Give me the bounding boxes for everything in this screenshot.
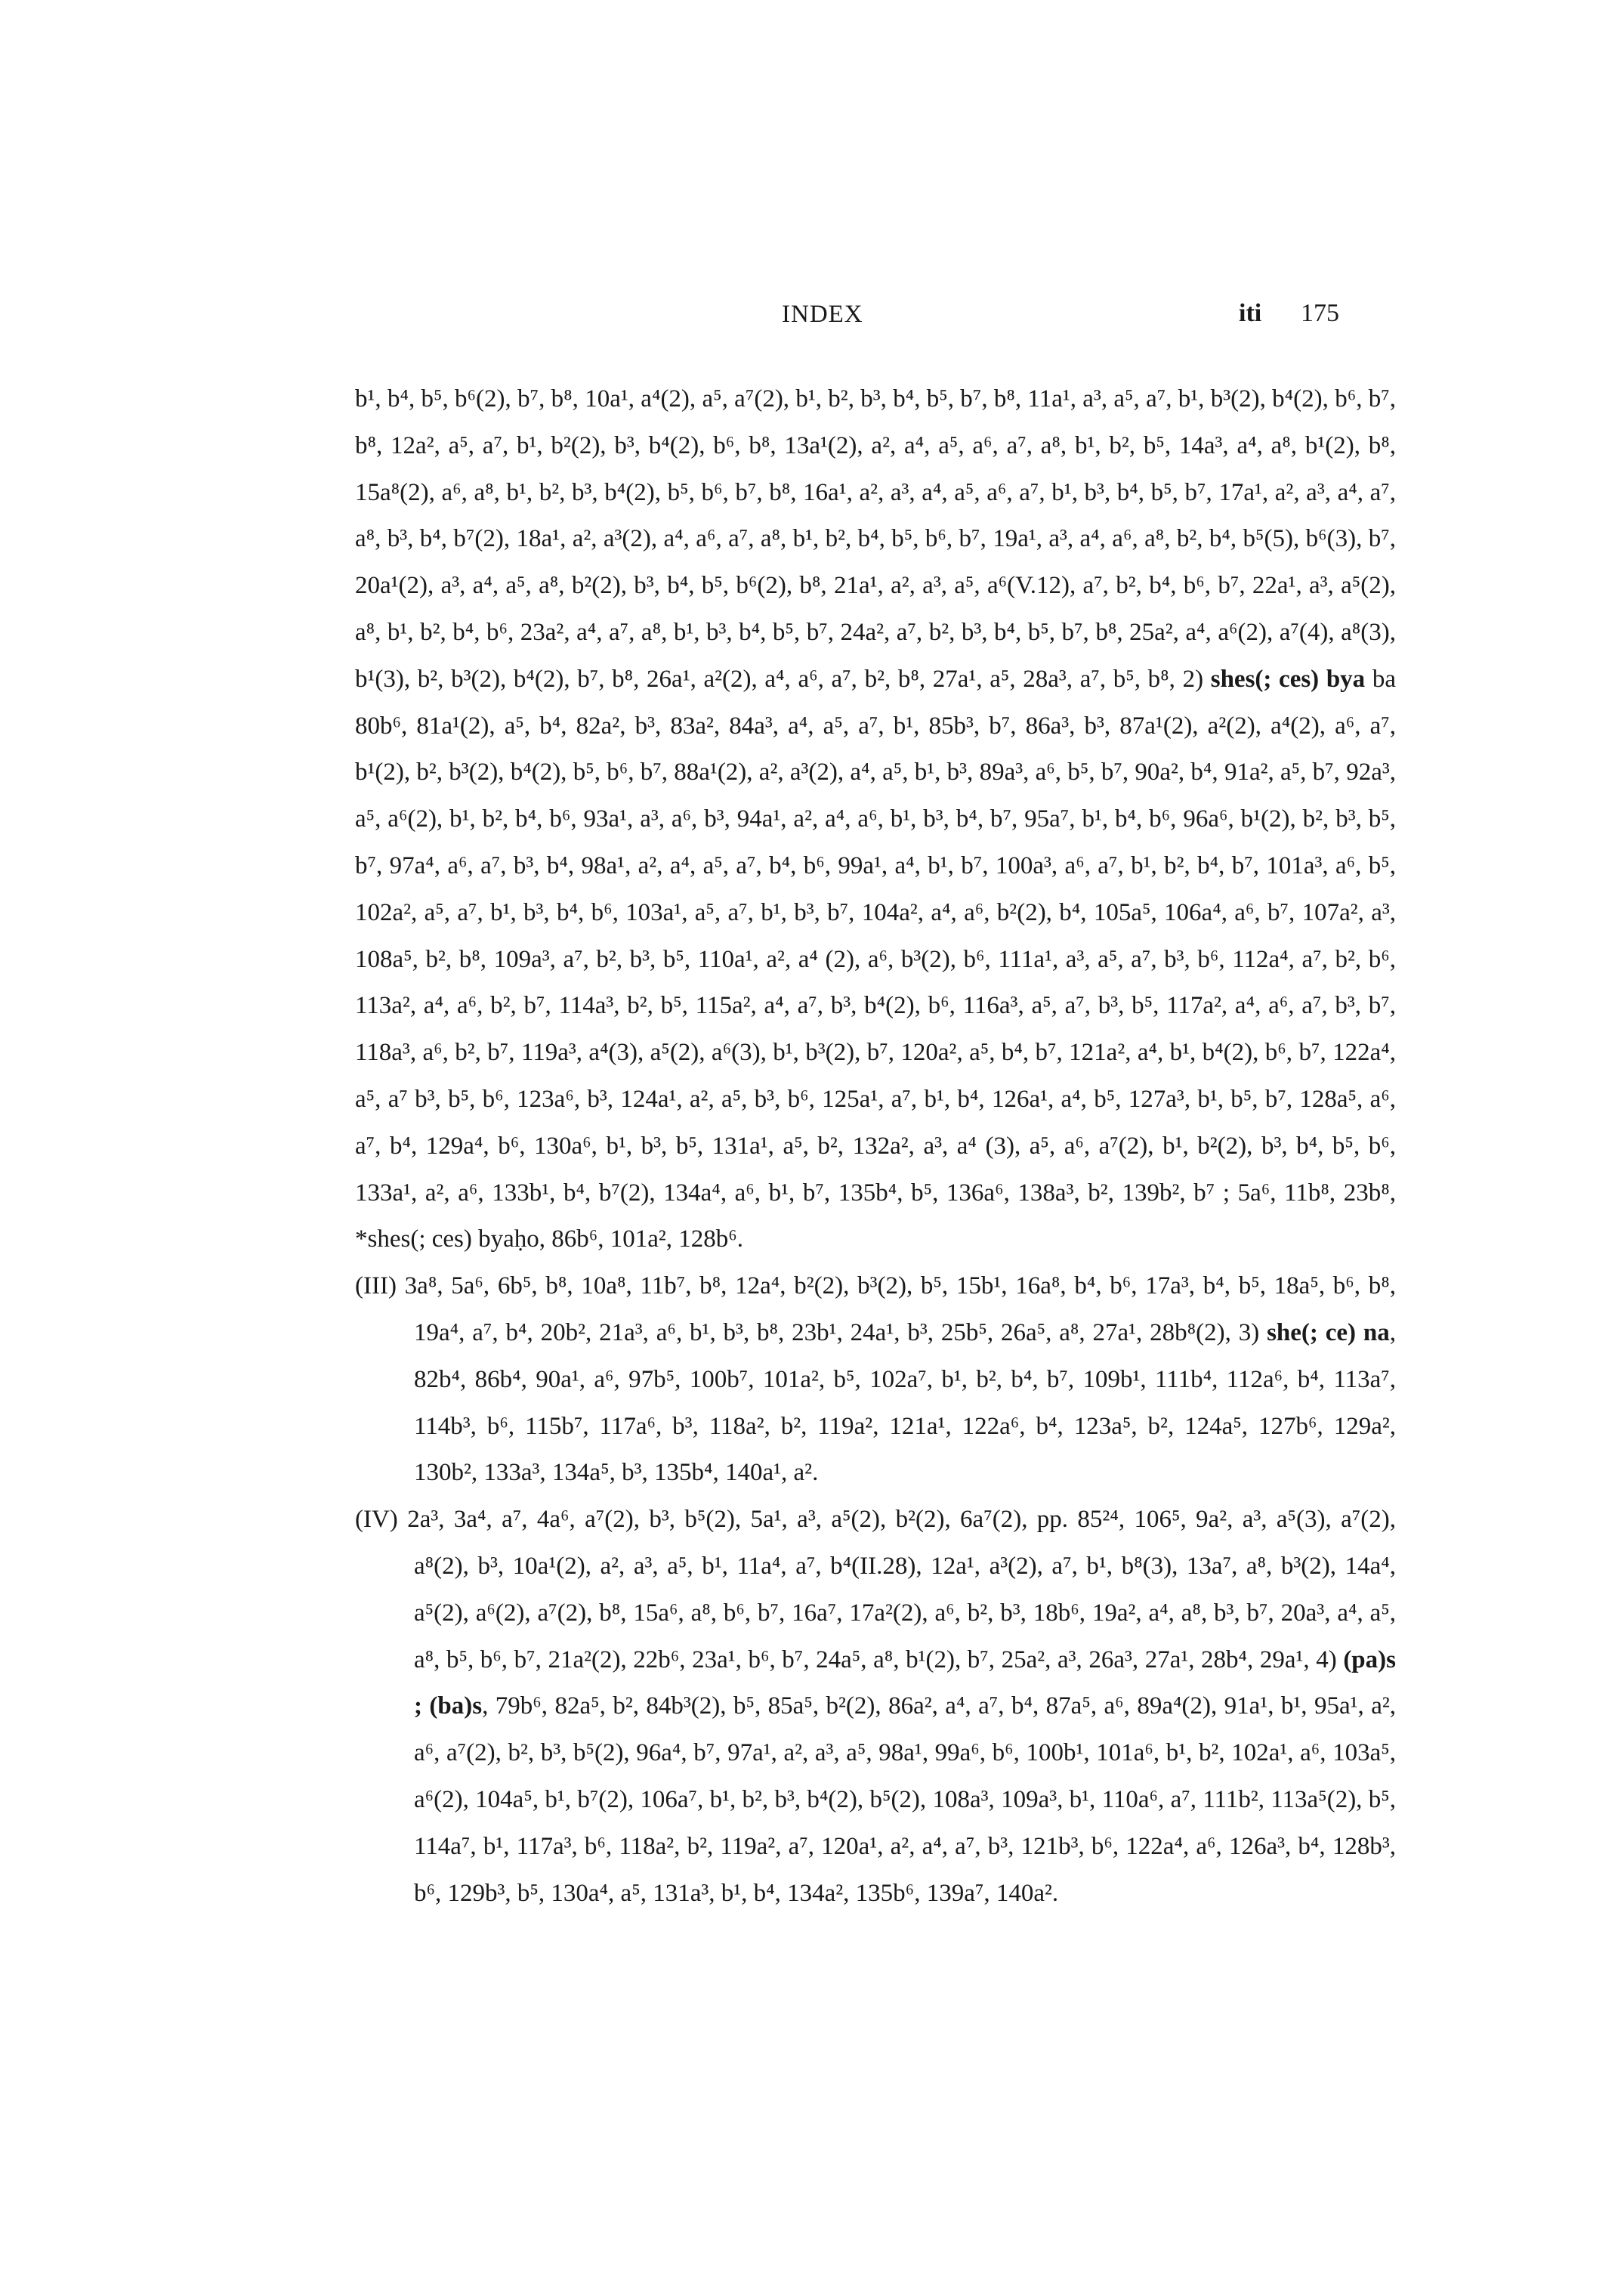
entry-text-2: , 82b⁴, 86b⁴, 90a¹, a⁶, 97b⁵, 100b⁷, 101a², b⁵, 102a⁷, b¹, b², b⁴, b⁷, 109b¹, 111b⁴, 112a⁶, b⁴, 113a⁷, 114b³, b⁶, 115b⁷, 117a⁶, b³, 118a², b², 119a², 121a¹, 122a⁶, b⁴, 123a⁵, b², 124a⁵, 127b⁶, 129a², 130b², 133a³, 134a⁵, b³, 135b⁴, 140a¹, a². [414, 1318, 1396, 1487]
entry-bold-term: she(; ce) na [1267, 1318, 1390, 1346]
index-entry-iv [355, 1497, 1396, 1917]
continuation-text-2: ba 80b⁶, 81a¹(2), a⁵, b⁴, 82a², b³, 83a², 84a³, a⁴, a⁵, a⁷, b¹, 85b³, b⁷, 86a³, b³, 87a¹(2), a²(2), a⁴(2), a⁶, a⁷, b¹(2), b², b³(2), b⁴(2), b⁵, b⁶, b⁷, 88a¹(2), a², a³(2), a⁴, a⁵, b¹, b³, 89a³, a⁶, b⁵, b⁷, 90a², b⁴, 91a², a⁵, b⁷, 92a³, a⁵, a⁶(2), b¹, b², b⁴, b⁶, 93a¹, a³, a⁶, b³, 94a¹, a², a⁴, a⁶, b¹, b³, b⁴, b⁷, 95a⁷, b¹, b⁴, b⁶, 96a⁶, b¹(2), b², b³, b⁵, b⁷, 97a⁴, a⁶, a⁷, b³, b⁴, 98a¹, a², a⁴, a⁵, a⁷, b⁴, b⁶, 99a¹, a⁴, b¹, b⁷, 100a³, a⁶, a⁷, b¹, b², b⁴, b⁷, 101a³, a⁶, b⁵, 102a², a⁵, a⁷, b¹, b³, b⁴, b⁶, 103a¹, a⁵, a⁷, b¹, b³, b⁷, 104a², a⁴, a⁶, b²(2), b⁴, 105a⁵, 106a⁴, a⁶, b⁷, 107a², a³, 108a⁵, b², b⁸, 109a³, a⁷, b², b³, b⁵, 110a¹, a², a⁴ (2), a⁶, b³(2), b⁶, 111a¹, a³, a⁵, a⁷, b³, b⁶, 112a⁴, a⁷, b², b⁶, 113a², a⁴, a⁶, b², b⁷, 114a³, b², b⁵, 115a², a⁴, a⁷, b³, b⁴(2), b⁶, 116a³, a⁵, a⁷, b³, b⁵, 117a², a⁴, a⁶, a⁷, b³, b⁷, 118a³, a⁶, b², b⁷, 119a³, a⁴(3), a⁵(2), a⁶(3), b¹, b³(2), b⁷, 120a², a⁵, b⁴, b⁷, 121a², a⁴, b¹, b⁴(2), b⁶, b⁷, 122a⁴, a⁵, a⁷ b³, b⁵, b⁶, 123a⁶, b³, 124a¹, a², a⁵, b³, b⁶, 125a¹, a⁷, b¹, b⁴, 126a¹, a⁴, b⁵, 127a³, b¹, b⁵, b⁷, 128a⁵, a⁶, a⁷, b⁴, 129a⁴, b⁶, 130a⁶, b¹, b³, b⁵, 131a¹, a⁵, b², 132a², a³, a⁴ (3), a⁵, a⁶, a⁷(2), b¹, b²(2), b³, b⁴, b⁵, b⁶, 133a¹, a², a⁶, 133b¹, b⁴, b⁷(2), 134a⁴, a⁶, b¹, b⁷, 135b⁴, b⁵, 136a⁶, 138a³, b², 139b², b⁷ ; 5a⁶, 11b⁸, 23b⁸, *shes(; ces) byaḥo, 86b⁶, 101a², 128b⁶. [355, 665, 1396, 1253]
entry-text-1: 2a³, 3a⁴, a⁷, 4a⁶, a⁷(2), b³, b⁵(2), 5a¹, a³, a⁵(2), b²(2), 6a⁷(2), pp. 85²⁴, 106⁵, 9a², a³, a⁵(3), a⁷(2), a⁸(2), b³, 10a¹(2), a², a³, a⁵, b¹, 11a⁴, a⁷, b⁴(II.28), 12a¹, a³(2), a⁷, b¹, b⁸(3), 13a⁷, a⁸, b³(2), 14a⁴, a⁵(2), a⁶(2), a⁷(2), b⁸, 15a⁶, a⁸, b⁶, b⁷, 16a⁷, 17a²(2), a⁶, b², b³, 18b⁶, 19a², a⁴, a⁸, b³, b⁷, 20a³, a⁴, a⁵, a⁸, b⁵, b⁶, b⁷, 21a²(2), 22b⁶, 23a¹, b⁶, b⁷, 24a⁵, a⁸, b¹(2), b⁷, 25a², a³, 26a³, 27a¹, 28b⁴, 29a¹, 4) [407, 1506, 1397, 1673]
index-entry-iii [355, 1263, 1396, 1497]
entry-label: (III) [355, 1272, 397, 1300]
header-title: INDEX [782, 301, 863, 328]
index-body [355, 376, 1396, 1917]
entry-text-1: 3a⁸, 5a⁶, 6b⁵, b⁸, 10a⁸, 11b⁷, b⁸, 12a⁴, b²(2), b³(2), b⁵, 15b¹, 16a⁸, b⁴, b⁶, 17a³, b⁴, b⁵, 18a⁵, b⁶, b⁸, 19a⁴, a⁷, b⁴, 20b², 21a³, a⁶, b¹, b³, b⁸, 23b¹, 24a¹, b³, 25b⁵, 26a⁵, a⁸, 27a¹, 28b⁸(2), 3) [404, 1272, 1397, 1346]
entry-text-2: , 79b⁶, 82a⁵, b², 84b³(2), b⁵, 85a⁵, b²(2), 86a², a⁴, a⁷, b⁴, 87a⁵, a⁶, 89a⁴(2), 91a¹, b¹, 95a¹, a², a⁶, a⁷(2), b², b³, b⁵(2), 96a⁴, b⁷, 97a¹, a², a³, a⁵, 98a¹, 99a⁶, b⁶, 100b¹, 101a⁶, b¹, b², 102a¹, a⁶, 103a⁵, a⁶(2), 104a⁵, b¹, b⁷(2), 106a⁷, b¹, b², b³, b⁴(2), b⁵(2), 108a³, 109a³, b¹, 110a⁶, a⁷, 111b², 113a⁵(2), b⁵, 114a⁷, b¹, 117a³, b⁶, 118a², b², 119a², a⁷, 120a¹, a², a⁴, a⁷, b³, 121b³, b⁶, 122a⁴, a⁶, 126a³, b⁴, 128b³, b⁶, 129b³, b⁵, 130a⁴, a⁵, 131a³, b¹, b⁴, 134a², 135b⁶, 139a⁷, 140a². [414, 1692, 1396, 1907]
entry-label: (IV) [355, 1506, 398, 1534]
continuation-paragraph [355, 376, 1396, 1263]
header-index-word: iti [1239, 299, 1262, 327]
entry-bold-term: (pa)s ; (ba)s [414, 1646, 1396, 1720]
continuation-bold-term: shes(; ces) bya [1210, 665, 1366, 693]
page-number: 175 [1301, 299, 1339, 327]
continuation-text-1: b¹, b⁴, b⁵, b⁶(2), b⁷, b⁸, 10a¹, a⁴(2), a⁵, a⁷(2), b¹, b², b³, b⁴, b⁵, b⁷, b⁸, 11a¹, a³, a⁵, a⁷, b¹, b³(2), b⁴(2), b⁶, b⁷, b⁸, 12a², a⁵, a⁷, b¹, b²(2), b³, b⁴(2), b⁶, b⁸, 13a¹(2), a², a⁴, a⁵, a⁶, a⁷, a⁸, b¹, b², b⁵, 14a³, a⁴, a⁸, b¹(2), b⁸, 15a⁸(2), a⁶, a⁸, b¹, b², b³, b⁴(2), b⁵, b⁶, b⁷, b⁸, 16a¹, a², a³, a⁴, a⁵, a⁶, a⁷, b¹, b³, b⁴, b⁵, b⁷, 17a¹, a², a³, a⁴, a⁷, a⁸, b³, b⁴, b⁷(2), 18a¹, a², a³(2), a⁴, a⁶, a⁷, a⁸, b¹, b², b⁴, b⁵, b⁶, b⁷, 19a¹, a³, a⁴, a⁶, a⁸, b², b⁴, b⁵(5), b⁶(3), b⁷, 20a¹(2), a³, a⁴, a⁵, a⁸, b²(2), b³, b⁴, b⁵, b⁶(2), b⁸, 21a¹, a², a³, a⁵, a⁶(V.12), a⁷, b², b⁴, b⁶, b⁷, 22a¹, a³, a⁵(2), a⁸, b¹, b², b⁴, b⁶, 23a², a⁴, a⁷, a⁸, b¹, b³, b⁴, b⁵, b⁷, 24a², a⁷, b², b³, b⁴, b⁵, b⁷, b⁸, 25a², a⁴, a⁶(2), a⁷(4), a⁸(3), b¹(3), b², b³(2), b⁴(2), b⁷, b⁸, 26a¹, a²(2), a⁴, a⁶, a⁷, b², b⁸, 27a¹, a⁵, 28a³, a⁷, b⁵, b⁸, 2) [355, 385, 1396, 693]
